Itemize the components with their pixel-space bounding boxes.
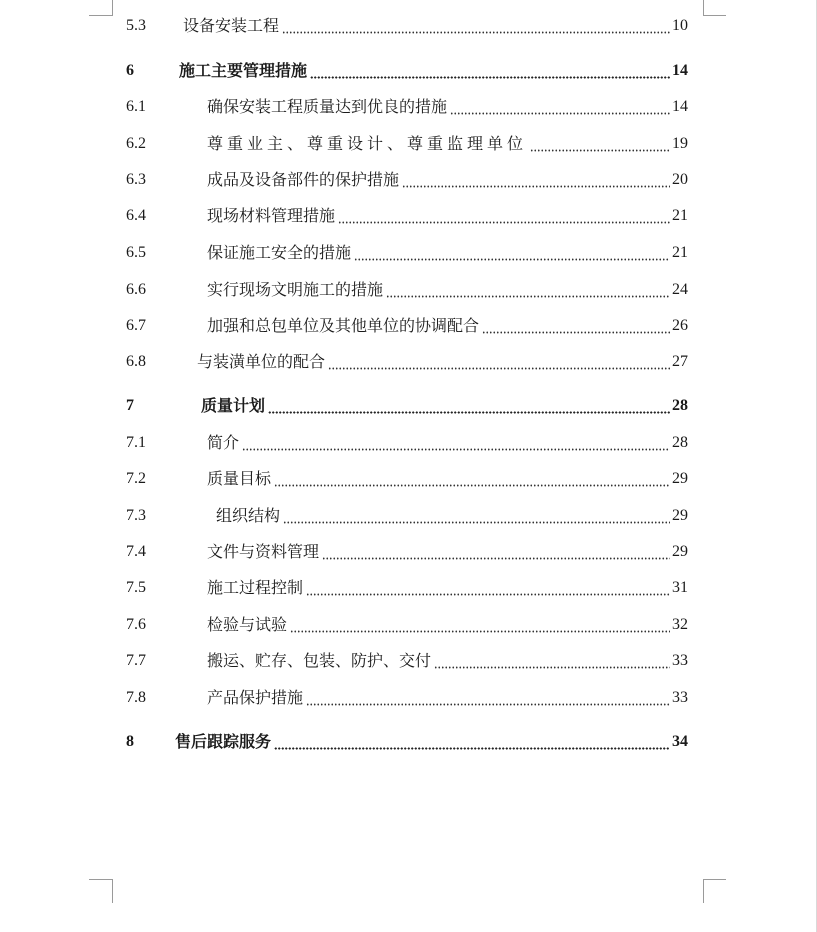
toc-dot-leader: [282, 14, 670, 38]
toc-entry-number: 7.3: [126, 507, 146, 524]
toc-dot-leader: [290, 613, 670, 637]
toc-entry-page: 14: [672, 62, 688, 79]
toc-entry-title: 文件与资料管理: [207, 542, 320, 561]
toc-entry-number: 6.6: [126, 281, 146, 298]
toc-entry-page: 10: [672, 17, 688, 34]
toc-entry-8[interactable]: [0, 730, 817, 754]
toc-dot-leader: [306, 686, 670, 710]
toc-dot-leader: [434, 649, 670, 673]
toc-entry-title: 确保安装工程质量达到优良的措施: [207, 97, 448, 116]
toc-entry-6-2[interactable]: [0, 132, 817, 156]
toc-entry-number: 6.1: [126, 98, 146, 115]
toc-entry-6[interactable]: [0, 59, 817, 83]
toc-entry-title: 尊重业主、尊重设计、尊重监理单位: [207, 134, 528, 153]
toc-entry-number: 5.3: [126, 17, 146, 34]
toc-entry-6-4[interactable]: [0, 204, 817, 228]
toc-entry-7-8[interactable]: [0, 686, 817, 710]
toc-dot-leader: [482, 314, 670, 338]
toc-entry-number: 6.4: [126, 207, 146, 224]
toc-dot-leader: [450, 95, 670, 119]
toc-entry-page: 29: [672, 470, 688, 487]
toc-entry-number: 6.3: [126, 171, 146, 188]
toc-entry-page: 29: [672, 543, 688, 560]
toc-entry-number: 6.8: [126, 353, 146, 370]
toc-entry-6-5[interactable]: [0, 241, 817, 265]
toc-entry-page: 21: [672, 244, 688, 261]
toc-entry-page: 31: [672, 579, 688, 596]
toc-dot-leader: [322, 540, 670, 564]
toc-entry-title: 搬运、贮存、包装、防护、交付: [207, 651, 432, 670]
crop-mark-bottom-left: [89, 879, 113, 880]
toc-entry-page: 26: [672, 317, 688, 334]
toc-entry-page: 19: [672, 135, 688, 152]
toc-entry-title: 与装潢单位的配合: [197, 352, 326, 371]
toc-entry-number: 7.1: [126, 434, 146, 451]
toc-entry-page: 29: [672, 507, 688, 524]
toc-entry-page: 34: [672, 733, 688, 750]
toc-entry-6-7[interactable]: [0, 314, 817, 338]
toc-entry-page: 32: [672, 616, 688, 633]
toc-entry-number: 7.4: [126, 543, 146, 560]
toc-dot-leader: [530, 132, 670, 156]
toc-dot-leader: [242, 431, 670, 455]
toc-entry-7-5[interactable]: [0, 576, 817, 600]
toc-entry-title: 售后跟踪服务: [175, 732, 272, 751]
toc-entry-title: 简介: [207, 433, 240, 452]
toc-entry-title: 成品及设备部件的保护措施: [207, 170, 400, 189]
toc-entry-page: 24: [672, 281, 688, 298]
toc-entry-title: 施工过程控制: [207, 578, 304, 597]
toc-entry-title: 质量目标: [207, 469, 272, 488]
toc-entry-number: 6.2: [126, 135, 146, 152]
toc-entry-7[interactable]: [0, 394, 817, 418]
toc-entry-6-6[interactable]: [0, 278, 817, 302]
toc-entry-6-8[interactable]: [0, 350, 817, 374]
toc-entry-6-3[interactable]: [0, 168, 817, 192]
toc-entry-page: 28: [672, 434, 688, 451]
toc-entry-number: 7: [126, 397, 134, 414]
crop-mark-bottom-right: [703, 879, 704, 903]
toc-dot-leader: [274, 467, 670, 491]
toc-entry-title: 检验与试验: [207, 615, 288, 634]
toc-dot-leader: [274, 730, 670, 754]
toc-entry-page: 33: [672, 689, 688, 706]
toc-entry-title: 施工主要管理措施: [179, 61, 308, 80]
toc-entry-7-1[interactable]: [0, 431, 817, 455]
toc-entry-page: 28: [672, 397, 688, 414]
toc-entry-page: 20: [672, 171, 688, 188]
toc-entry-title: 保证施工安全的措施: [207, 243, 352, 262]
toc-dot-leader: [328, 350, 670, 374]
toc-entry-title: 现场材料管理措施: [207, 206, 336, 225]
toc-entry-7-2[interactable]: [0, 467, 817, 491]
toc-entry-title: 质量计划: [201, 396, 266, 415]
toc-entry-title: 设备安装工程: [183, 16, 280, 35]
toc-entry-title: 实行现场文明施工的措施: [207, 280, 384, 299]
toc-dot-leader: [354, 241, 670, 265]
toc-entry-number: 8: [126, 733, 134, 750]
toc-entry-page: 33: [672, 652, 688, 669]
toc-dot-leader: [306, 576, 670, 600]
toc-entry-number: 7.6: [126, 616, 146, 633]
toc-dot-leader: [338, 204, 670, 228]
toc-dot-leader: [402, 168, 670, 192]
toc-entry-title: 组织结构: [216, 506, 281, 525]
toc-entry-number: 6.5: [126, 244, 146, 261]
toc-entry-page: 14: [672, 98, 688, 115]
toc-entry-page: 27: [672, 353, 688, 370]
toc-entry-number: 6: [126, 62, 134, 79]
toc-entry-7-6[interactable]: [0, 613, 817, 637]
toc-dot-leader: [283, 504, 670, 528]
toc-entry-title: 加强和总包单位及其他单位的协调配合: [207, 316, 480, 335]
toc-entry-title: 产品保护措施: [207, 688, 304, 707]
toc-dot-leader: [310, 59, 670, 83]
toc-dot-leader: [386, 278, 670, 302]
toc-entry-number: 7.2: [126, 470, 146, 487]
toc-entry-number: 7.8: [126, 689, 146, 706]
crop-mark-bottom-left: [112, 879, 113, 903]
toc-entry-page: 21: [672, 207, 688, 224]
crop-mark-bottom-right: [703, 879, 726, 880]
toc-entry-number: 7.7: [126, 652, 146, 669]
toc-entry-number: 6.7: [126, 317, 146, 334]
toc-entry-7-4[interactable]: [0, 540, 817, 564]
toc-entry-5-3[interactable]: [0, 14, 817, 38]
toc-entry-7-3[interactable]: [0, 504, 817, 528]
toc-entry-number: 7.5: [126, 579, 146, 596]
toc-entry-7-7[interactable]: [0, 649, 817, 673]
toc-dot-leader: [268, 394, 670, 418]
toc-entry-6-1[interactable]: [0, 95, 817, 119]
